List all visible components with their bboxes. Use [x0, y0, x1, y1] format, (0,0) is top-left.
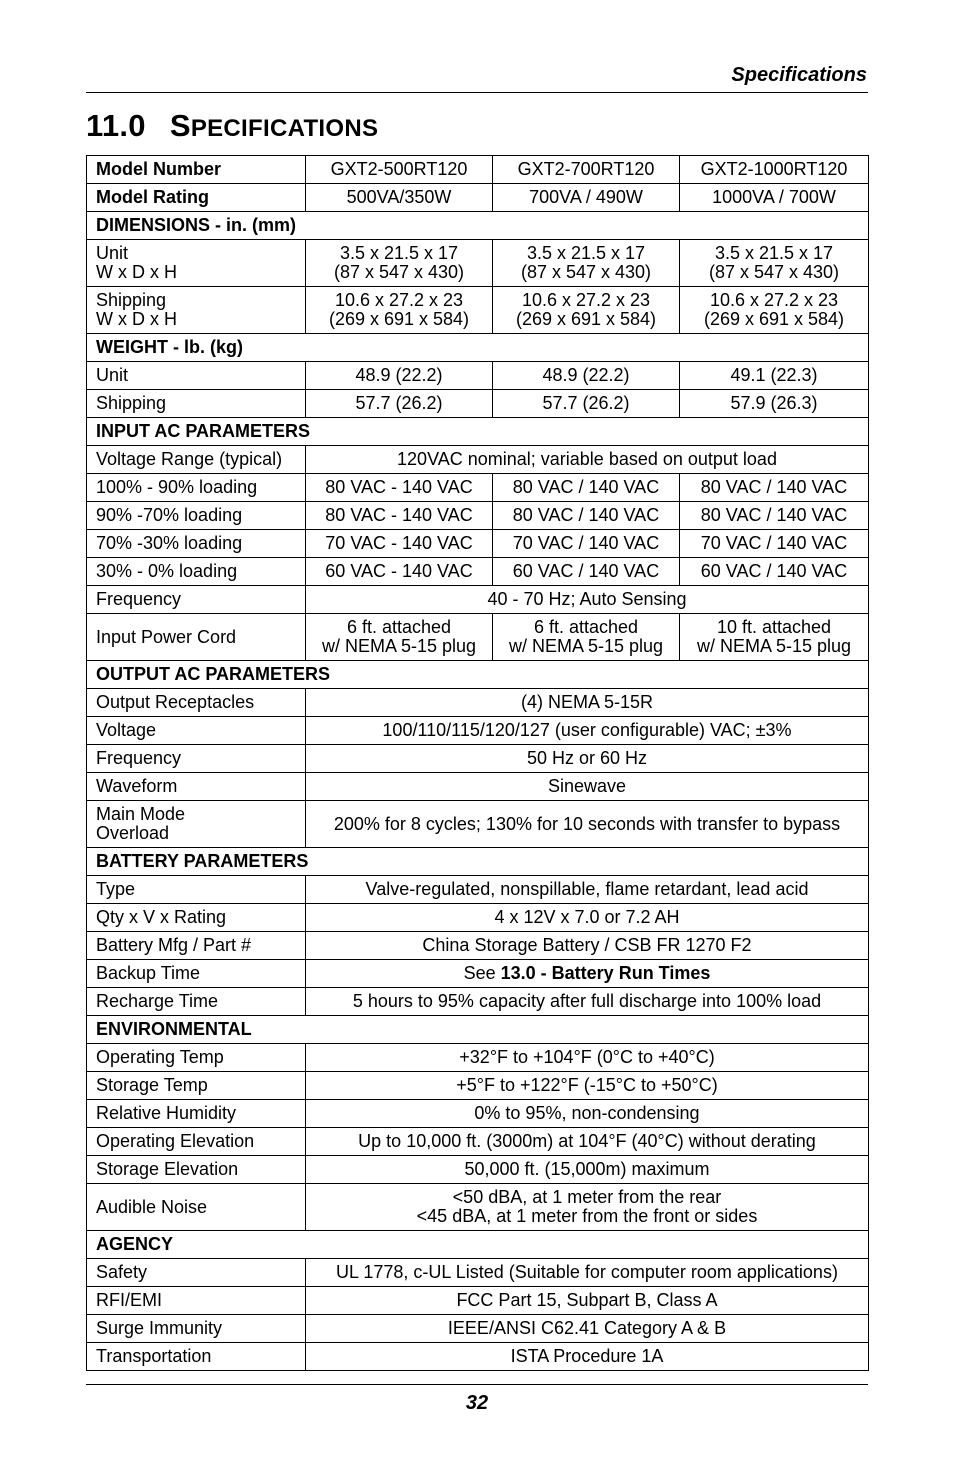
table-row [87, 876, 869, 904]
row-label [87, 240, 306, 287]
row-label: Battery Mfg / Part # [87, 932, 306, 960]
section-heading: WEIGHT - lb. (kg) [87, 334, 869, 362]
table-row [87, 240, 869, 287]
row-label-line: W x D x H [96, 262, 177, 282]
cell-value [680, 240, 869, 287]
row-label: Backup Time [87, 960, 306, 988]
cell-value: UL 1778, c-UL Listed (Suitable for computer room applications) [306, 1259, 869, 1287]
title-rest: PECIFICATIONS [190, 115, 379, 142]
cell-value [493, 240, 680, 287]
cell-value: 80 VAC / 140 VAC [493, 502, 680, 530]
table-row [87, 1044, 869, 1072]
cell-value: 60 VAC / 140 VAC [493, 558, 680, 586]
cell-line: w/ NEMA 5-15 plug [508, 636, 664, 656]
table-row [87, 988, 869, 1016]
table-row [87, 558, 869, 586]
table-row [87, 960, 869, 988]
cell-line: <45 dBA, at 1 meter from the front or sides [416, 1206, 758, 1226]
cell-value: 70 VAC / 140 VAC [493, 530, 680, 558]
cell-line: 3.5 x 21.5 x 17 [714, 243, 834, 263]
cell-value: 0% to 95%, non-condensing [306, 1100, 869, 1128]
table-row [87, 689, 869, 717]
cell-line: <50 dBA, at 1 meter from the rear [452, 1187, 722, 1207]
row-label: Voltage Range (typical) [87, 446, 306, 474]
cell-value: +5°F to +122°F (-15°C to +50°C) [306, 1072, 869, 1100]
table-row [87, 1315, 869, 1343]
row-label: Surge Immunity [87, 1315, 306, 1343]
cell-value: 70 VAC - 140 VAC [306, 530, 493, 558]
cell-line: 3.5 x 21.5 x 17 [526, 243, 646, 263]
cell-value: Sinewave [306, 773, 869, 801]
cell-value: 50 Hz or 60 Hz [306, 745, 869, 773]
table-row [87, 1184, 869, 1231]
cell-value [306, 240, 493, 287]
section-heading: ENVIRONMENTAL [87, 1016, 869, 1044]
cell-line: 10.6 x 27.2 x 23 [709, 290, 839, 310]
cell-line: 3.5 x 21.5 x 17 [339, 243, 459, 263]
row-label: RFI/EMI [87, 1287, 306, 1315]
specifications-table [86, 155, 869, 1371]
running-header: Specifications [731, 64, 867, 86]
cell-line: 10 ft. attached [716, 617, 832, 637]
cell-value: 57.7 (26.2) [306, 390, 493, 418]
cell-value [306, 614, 493, 661]
row-label: Relative Humidity [87, 1100, 306, 1128]
section-heading-row [87, 334, 869, 362]
cell-line: (269 x 691 x 584) [515, 309, 657, 329]
row-label: Type [87, 876, 306, 904]
row-label: Storage Temp [87, 1072, 306, 1100]
cell-value: GXT2-700RT120 [493, 156, 680, 184]
cell-value: IEEE/ANSI C62.41 Category A & B [306, 1315, 869, 1343]
cell-value [306, 287, 493, 334]
title-first-letter: S [169, 108, 191, 143]
row-label: 30% - 0% loading [87, 558, 306, 586]
row-label: Voltage [87, 717, 306, 745]
table-row [87, 717, 869, 745]
table-row [87, 1343, 869, 1371]
page-title [86, 108, 378, 144]
cell-value [680, 614, 869, 661]
cell-value: 57.7 (26.2) [493, 390, 680, 418]
table-row [87, 773, 869, 801]
cell-value: 700VA / 490W [493, 184, 680, 212]
row-label: Audible Noise [87, 1184, 306, 1231]
cell-line: 6 ft. attached [346, 617, 452, 637]
cell-value: 40 - 70 Hz; Auto Sensing [306, 586, 869, 614]
cell-value: 48.9 (22.2) [306, 362, 493, 390]
row-label-line: Shipping [96, 290, 167, 310]
table-row [87, 904, 869, 932]
section-heading-row [87, 212, 869, 240]
cell-value: 60 VAC / 140 VAC [680, 558, 869, 586]
table-row [87, 1259, 869, 1287]
section-heading: DIMENSIONS - in. (mm) [87, 212, 869, 240]
cell-value: GXT2-500RT120 [306, 156, 493, 184]
row-label [87, 287, 306, 334]
row-label: Operating Temp [87, 1044, 306, 1072]
cell-line: w/ NEMA 5-15 plug [696, 636, 852, 656]
cell-line: w/ NEMA 5-15 plug [321, 636, 477, 656]
row-label: Model Rating [87, 184, 306, 212]
section-number: 11.0 [86, 108, 146, 143]
table-row [87, 390, 869, 418]
cell-value: 80 VAC / 140 VAC [680, 474, 869, 502]
cell-value: 80 VAC / 140 VAC [493, 474, 680, 502]
row-label-line: Unit [96, 243, 129, 263]
section-heading: OUTPUT AC PARAMETERS [87, 661, 869, 689]
table-row [87, 156, 869, 184]
cell-value: China Storage Battery / CSB FR 1270 F2 [306, 932, 869, 960]
cross-reference: 13.0 - Battery Run Times [500, 963, 711, 983]
row-label: Frequency [87, 745, 306, 773]
row-label: Input Power Cord [87, 614, 306, 661]
row-label-line: Overload [96, 823, 170, 843]
cell-value: 70 VAC / 140 VAC [680, 530, 869, 558]
section-heading-row [87, 1016, 869, 1044]
table-row [87, 801, 869, 848]
cell-line: (87 x 547 x 430) [520, 262, 652, 282]
cell-line: 6 ft. attached [533, 617, 639, 637]
cell-line: (269 x 691 x 584) [328, 309, 470, 329]
row-label: Output Receptacles [87, 689, 306, 717]
cell-value: (4) NEMA 5-15R [306, 689, 869, 717]
table-row [87, 446, 869, 474]
cell-line: (87 x 547 x 430) [708, 262, 840, 282]
row-label: Waveform [87, 773, 306, 801]
cell-value [493, 287, 680, 334]
cell-value: GXT2-1000RT120 [680, 156, 869, 184]
table-row [87, 287, 869, 334]
cell-text: See [463, 963, 501, 983]
cell-value: 200% for 8 cycles; 130% for 10 seconds with transfer to bypass [306, 801, 869, 848]
cell-value [306, 1184, 869, 1231]
table-row [87, 932, 869, 960]
row-label: Recharge Time [87, 988, 306, 1016]
cell-line: 10.6 x 27.2 x 23 [521, 290, 651, 310]
row-label: 70% -30% loading [87, 530, 306, 558]
cell-value: Valve-regulated, nonspillable, flame retardant, lead acid [306, 876, 869, 904]
cell-value: +32°F to +104°F (0°C to +40°C) [306, 1044, 869, 1072]
table-row [87, 474, 869, 502]
row-label-line: Main Mode [96, 804, 186, 824]
cell-value [306, 960, 869, 988]
section-heading: AGENCY [87, 1231, 869, 1259]
cell-line: 10.6 x 27.2 x 23 [334, 290, 464, 310]
header-rule [86, 92, 868, 93]
cell-value: 50,000 ft. (15,000m) maximum [306, 1156, 869, 1184]
row-label: 90% -70% loading [87, 502, 306, 530]
cell-value: 4 x 12V x 7.0 or 7.2 AH [306, 904, 869, 932]
table-row [87, 586, 869, 614]
page-number: 32 [465, 1392, 489, 1414]
section-heading-row [87, 1231, 869, 1259]
table-row [87, 362, 869, 390]
cell-value: FCC Part 15, Subpart B, Class A [306, 1287, 869, 1315]
table-row [87, 614, 869, 661]
row-label: Transportation [87, 1343, 306, 1371]
table-row [87, 184, 869, 212]
row-label: Operating Elevation [87, 1128, 306, 1156]
section-heading-row [87, 418, 869, 446]
row-label: Shipping [87, 390, 306, 418]
cell-value: 120VAC nominal; variable based on output load [306, 446, 869, 474]
table-row [87, 1072, 869, 1100]
cell-value: 500VA/350W [306, 184, 493, 212]
footer-rule [86, 1384, 868, 1385]
cell-value: 100/110/115/120/127 (user configurable) VAC; ±3% [306, 717, 869, 745]
row-label: Qty x V x Rating [87, 904, 306, 932]
row-label: Unit [87, 362, 306, 390]
table-row [87, 530, 869, 558]
cell-value: 49.1 (22.3) [680, 362, 869, 390]
cell-value: 60 VAC - 140 VAC [306, 558, 493, 586]
row-label [87, 801, 306, 848]
cell-value: 80 VAC - 140 VAC [306, 474, 493, 502]
row-label: 100% - 90% loading [87, 474, 306, 502]
cell-line: (269 x 691 x 584) [703, 309, 845, 329]
cell-line: (87 x 547 x 430) [333, 262, 465, 282]
table-row [87, 1128, 869, 1156]
cell-value: 80 VAC - 140 VAC [306, 502, 493, 530]
cell-value: 1000VA / 700W [680, 184, 869, 212]
cell-value: Up to 10,000 ft. (3000m) at 104°F (40°C) without derating [306, 1128, 869, 1156]
row-label-line: W x D x H [96, 309, 177, 329]
row-label: Safety [87, 1259, 306, 1287]
section-heading-row [87, 848, 869, 876]
cell-value: ISTA Procedure 1A [306, 1343, 869, 1371]
table-row [87, 502, 869, 530]
row-label: Storage Elevation [87, 1156, 306, 1184]
row-label: Frequency [87, 586, 306, 614]
section-heading: BATTERY PARAMETERS [87, 848, 869, 876]
cell-value [493, 614, 680, 661]
cell-value: 48.9 (22.2) [493, 362, 680, 390]
table-row [87, 1100, 869, 1128]
cell-value: 57.9 (26.3) [680, 390, 869, 418]
section-heading: INPUT AC PARAMETERS [87, 418, 869, 446]
row-label: Model Number [87, 156, 306, 184]
table-row [87, 1156, 869, 1184]
table-row [87, 1287, 869, 1315]
cell-value: 5 hours to 95% capacity after full discharge into 100% load [306, 988, 869, 1016]
cell-value: 80 VAC / 140 VAC [680, 502, 869, 530]
section-heading-row [87, 661, 869, 689]
cell-value [680, 287, 869, 334]
table-row [87, 745, 869, 773]
